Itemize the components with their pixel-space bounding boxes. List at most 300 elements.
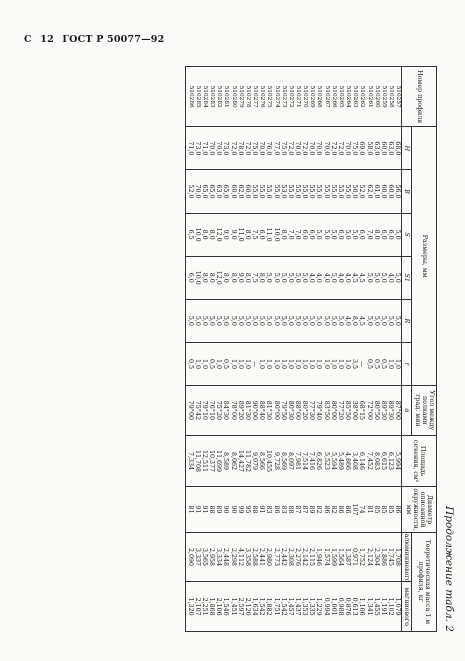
- table-row: [330, 67, 337, 632]
- angle-cell: 80°50: [373, 386, 380, 436]
- diameter-cell: 91: [194, 487, 201, 532]
- table-row: [322, 67, 329, 632]
- r-big-cell: 5,0: [394, 299, 402, 342]
- mass-magnesium-cell: 1,191: [380, 582, 387, 632]
- table-row: [294, 67, 301, 632]
- s-cell: 6,0: [358, 213, 365, 256]
- profile-number-cell: 510268: [315, 67, 322, 127]
- mass-aluminum-cell: 2,124: [365, 532, 372, 582]
- mass-aluminum-cell: 1,886: [380, 532, 387, 582]
- r-big-cell: 4,5: [358, 299, 365, 342]
- h-cell: 72,0: [229, 127, 236, 170]
- angle-cell: 90°00: [251, 386, 258, 436]
- b-cell: 61,0: [373, 170, 380, 213]
- mass-aluminum-cell: 2,304: [373, 532, 380, 582]
- header-h: H: [402, 127, 412, 170]
- r-big-cell: 5,0: [380, 299, 387, 342]
- profile-number-cell: 510260: [373, 67, 380, 127]
- h-cell: 70,0: [258, 127, 265, 170]
- s1-cell: 5,0: [394, 256, 402, 299]
- s-cell: 5,0: [344, 213, 351, 256]
- s-cell: 6,0: [380, 213, 387, 256]
- s1-cell: 8,0: [244, 256, 251, 299]
- r-small-cell: 1,0: [272, 342, 279, 385]
- table-row: [351, 67, 358, 632]
- angle-cell: 83°50: [322, 386, 329, 436]
- s-cell: 10,0: [194, 213, 201, 256]
- profile-number-cell: 510269: [308, 67, 315, 127]
- area-cell: 9,079: [251, 435, 258, 487]
- r-small-cell: 0,5: [380, 342, 387, 385]
- s1-cell: 6,0: [186, 256, 194, 299]
- r-small-cell: 1,0: [301, 342, 308, 385]
- s1-cell: 9,0: [237, 256, 244, 299]
- s1-cell: 5,0: [380, 256, 387, 299]
- mass-aluminum-cell: 2,115: [308, 532, 315, 582]
- mass-magnesium-cell: 1,882: [265, 582, 272, 632]
- mass-magnesium-cell: 1,335: [308, 582, 315, 632]
- r-big-cell: 5,0: [208, 299, 215, 342]
- h-cell: 70,0: [208, 127, 215, 170]
- r-small-cell: 1,0: [315, 342, 322, 385]
- mass-magnesium-cell: 1,455: [373, 582, 380, 632]
- area-cell: 6,615: [380, 435, 387, 487]
- mass-aluminum-cell: 3,565: [201, 532, 208, 582]
- diameter-cell: 89: [308, 487, 315, 532]
- mass-aluminum-cell: 2,142: [301, 532, 308, 582]
- table-row: [394, 67, 402, 632]
- profile-number-cell: 510271: [294, 67, 301, 127]
- mass-aluminum-cell: 1,752: [358, 532, 365, 582]
- s-cell: 9,0: [229, 213, 236, 256]
- s-cell: 6,0: [301, 213, 308, 256]
- b-cell: 55,0: [301, 170, 308, 213]
- profile-number-cell: 510285: [194, 67, 201, 127]
- profile-number-cell: 510264: [344, 67, 351, 127]
- profile-number-cell: 510266: [330, 67, 337, 127]
- area-cell: 7,452: [365, 435, 372, 487]
- diameter-cell: 107: [351, 487, 358, 532]
- profile-number-cell: 510279: [237, 67, 244, 127]
- h-cell: 78,0: [237, 127, 244, 170]
- diameter-cell: 82: [315, 487, 322, 532]
- angle-cell: 89°20: [237, 386, 244, 436]
- b-cell: 60,0: [244, 170, 251, 213]
- s-cell: 10,0: [272, 213, 279, 256]
- diameter-cell: 88: [208, 487, 215, 532]
- h-cell: 72,0: [337, 127, 344, 170]
- table-row: [344, 67, 351, 632]
- header-s: S: [402, 213, 412, 256]
- b-cell: 55,0: [315, 170, 322, 213]
- r-big-cell: 5,0: [294, 299, 301, 342]
- mass-magnesium-cell: 2,120: [244, 582, 251, 632]
- s1-cell: 4,5: [358, 256, 365, 299]
- table-row: [308, 67, 315, 632]
- angle-cell: 87°00: [394, 386, 402, 436]
- angle-cell: 72°00: [365, 386, 372, 436]
- mass-aluminum-cell: 2,308: [287, 532, 294, 582]
- diameter-cell: 95: [244, 487, 251, 532]
- h-cell: 70,0: [294, 127, 301, 170]
- diameter-cell: 86: [344, 487, 351, 532]
- diameter-cell: 91: [258, 487, 265, 532]
- page-number: 12: [40, 34, 54, 45]
- mass-aluminum-cell: 2,276: [294, 532, 301, 582]
- header-b: B: [402, 170, 412, 213]
- r-small-cell: 1,0: [201, 342, 208, 385]
- r-small-cell: 1,0: [322, 342, 329, 385]
- r-big-cell: 4,0: [344, 299, 351, 342]
- table-row: [287, 67, 294, 632]
- h-cell: 72,0: [330, 127, 337, 170]
- table-row: [258, 67, 265, 632]
- h-cell: 63,0: [373, 127, 380, 170]
- h-cell: 71,0: [186, 127, 194, 170]
- area-cell: 7,514: [301, 435, 308, 487]
- s-cell: 7,5: [251, 213, 258, 256]
- area-cell: 5,594: [330, 435, 337, 487]
- s1-cell: 4,5: [351, 256, 358, 299]
- angle-cell: 77°20: [337, 386, 344, 436]
- mass-magnesium-cell: 1,868: [208, 582, 215, 632]
- area-cell: 6,826: [315, 435, 322, 487]
- r-small-cell: 1,0: [287, 342, 294, 385]
- table-row: [251, 67, 258, 632]
- profile-number-cell: 510284: [201, 67, 208, 127]
- table-row: [186, 67, 194, 632]
- r-big-cell: 5,0: [237, 299, 244, 342]
- b-cell: 55,0: [294, 170, 301, 213]
- profile-number-cell: 510272: [287, 67, 294, 127]
- angle-cell: 79°40: [315, 386, 322, 436]
- r-small-cell: 0,5: [373, 342, 380, 385]
- s1-cell: 8,0: [258, 256, 265, 299]
- diameter-cell: 86: [394, 487, 402, 532]
- angle-cell: 80°00: [272, 386, 279, 436]
- diameter-cell: 88: [287, 487, 294, 532]
- table-row: [229, 67, 236, 632]
- table-row: [337, 67, 344, 632]
- b-cell: 52,0: [186, 170, 194, 213]
- area-cell: 3,408: [351, 435, 358, 487]
- r-big-cell: 5,0: [308, 299, 315, 342]
- area-cell: 11,782: [244, 435, 251, 487]
- r-small-cell: 0,5: [365, 342, 372, 385]
- r-big-cell: 5,0: [387, 299, 394, 342]
- h-cell: 70,0: [344, 127, 351, 170]
- mass-magnesium-cell: 1,451: [229, 582, 236, 632]
- area-cell: 4,866: [344, 435, 351, 487]
- s1-cell: 5,0: [265, 256, 272, 299]
- h-cell: 70,0: [315, 127, 322, 170]
- s-cell: 6,0: [258, 213, 265, 256]
- diameter-cell: 99: [237, 487, 244, 532]
- s-cell: 7,0: [365, 213, 372, 256]
- s-cell: 5,0: [394, 213, 402, 256]
- area-cell: 7,416: [308, 435, 315, 487]
- mass-magnesium-cell: 1,106: [358, 582, 365, 632]
- mass-magnesium-cell: 1,542: [258, 582, 265, 632]
- r-big-cell: 5,0: [244, 299, 251, 342]
- mass-magnesium-cell: 2,251: [201, 582, 208, 632]
- mass-aluminum-cell: 2,980: [265, 532, 272, 582]
- profile-number-cell: 510281: [222, 67, 229, 127]
- header-s1: S1: [402, 256, 412, 299]
- b-cell: 65,0: [201, 170, 208, 213]
- profile-number-cell: 510283: [208, 67, 215, 127]
- h-cell: 75,0: [251, 127, 258, 170]
- s-cell: 11,0: [237, 213, 244, 256]
- angle-cell: 78°00: [229, 386, 236, 436]
- angle-cell: 81°30: [265, 386, 272, 436]
- b-cell: 60,0: [380, 170, 387, 213]
- r-big-cell: 5,0: [337, 299, 344, 342]
- profile-number-cell: 510273: [280, 67, 287, 127]
- mass-aluminum-cell: 2,298: [229, 532, 236, 582]
- r-small-cell: 1,0: [330, 342, 337, 385]
- header-mass: Теоретическая масса 1 м профиля, кг: [412, 532, 437, 631]
- mass-aluminum-cell: 1,946: [315, 532, 322, 582]
- s1-cell: 7,5: [251, 256, 258, 299]
- h-cell: 71,0: [201, 127, 208, 170]
- b-cell: 52,0: [358, 170, 365, 213]
- h-cell: 73,0: [222, 127, 229, 170]
- mass-aluminum-cell: 3,337: [194, 532, 201, 582]
- angle-cell: 89°30: [380, 386, 387, 436]
- s1-cell: 8,0: [229, 256, 236, 299]
- r-small-cell: 1,0: [258, 342, 265, 385]
- mass-aluminum-cell: 2,773: [272, 532, 279, 582]
- h-cell: 70,0: [322, 127, 329, 170]
- page-header: [24, 34, 169, 45]
- b-cell: 55,0: [308, 170, 315, 213]
- b-cell: 55,0: [272, 170, 279, 213]
- s1-cell: 4,0: [337, 256, 344, 299]
- mass-aluminum-cell: 1,708: [394, 532, 402, 582]
- diameter-cell: 87: [301, 487, 308, 532]
- r-small-cell: 1,0: [294, 342, 301, 385]
- profile-number-cell: 510262: [358, 67, 365, 127]
- area-cell: 10,377: [208, 435, 215, 487]
- b-cell: 65,0: [222, 170, 229, 213]
- area-cell: 8,566: [258, 435, 265, 487]
- profile-number-cell: 510275: [265, 67, 272, 127]
- header-angle-symbol: α: [402, 386, 412, 436]
- mass-magnesium-cell: 1,634: [251, 582, 258, 632]
- diameter-cell: 86: [272, 487, 279, 532]
- diameter-cell: 81: [186, 487, 194, 532]
- s-cell: 6,0: [308, 213, 315, 256]
- b-cell: 65,0: [208, 170, 215, 213]
- s-cell: 7,0: [287, 213, 294, 256]
- r-big-cell: 8,0: [351, 299, 358, 342]
- diameter-cell: 85: [373, 487, 380, 532]
- h-cell: 60,0: [380, 127, 387, 170]
- b-cell: 55,0: [322, 170, 329, 213]
- s1-cell: 4,0: [344, 256, 351, 299]
- angle-cell: 85°50: [344, 386, 351, 436]
- r-small-cell: 0,5: [186, 342, 194, 385]
- table-row: [280, 67, 287, 632]
- header-profile: Номер профиля: [402, 67, 437, 127]
- r-big-cell: 5,0: [222, 299, 229, 342]
- mass-aluminum-cell: 2,090: [186, 532, 194, 582]
- header-mass-magnesium: магниевого: [402, 582, 412, 632]
- h-cell: 63,0: [387, 127, 394, 170]
- header-prefix: С: [24, 34, 32, 45]
- area-cell: 12,511: [201, 435, 208, 487]
- r-big-cell: 5,0: [280, 299, 287, 342]
- r-small-cell: —: [251, 342, 258, 385]
- r-big-cell: 5,0: [365, 299, 372, 342]
- area-cell: 7,981: [294, 435, 301, 487]
- angle-cell: 80°00: [330, 386, 337, 436]
- table-row: [380, 67, 387, 632]
- table-body: [186, 67, 402, 632]
- b-cell: 55,0: [265, 170, 272, 213]
- s-cell: 5,0: [351, 213, 358, 256]
- mass-magnesium-cell: 2,597: [237, 582, 244, 632]
- r-small-cell: 1,0: [387, 342, 394, 385]
- b-cell: 50,0: [351, 170, 358, 213]
- angle-cell: 80°30: [287, 386, 294, 436]
- b-cell: 53,0: [280, 170, 287, 213]
- mass-aluminum-cell: 0,971: [351, 532, 358, 582]
- table-row: [222, 67, 229, 632]
- r-big-cell: 5,0: [287, 299, 294, 342]
- profile-number-cell: 510274: [272, 67, 279, 127]
- s-cell: 5,0: [322, 213, 329, 256]
- h-cell: 58,0: [365, 127, 372, 170]
- area-cell: 8,083: [373, 435, 380, 487]
- profile-number-cell: 510257: [394, 67, 402, 127]
- diameter-cell: 86: [337, 487, 344, 532]
- mass-magnesium-cell: 1,001: [330, 582, 337, 632]
- angle-cell: 80°20: [301, 386, 308, 436]
- table-row: [373, 67, 380, 632]
- s-cell: 5,0: [315, 213, 322, 256]
- r-big-cell: 5,0: [258, 299, 265, 342]
- mass-magnesium-cell: 1,353: [301, 582, 308, 632]
- r-small-cell: 1,0: [194, 342, 201, 385]
- r-big-cell: 5,0: [330, 299, 337, 342]
- profile-number-cell: 510258: [387, 67, 394, 127]
- mass-magnesium-cell: 1,437: [294, 582, 301, 632]
- r-small-cell: 1,0: [308, 342, 315, 385]
- s-cell: 9,0: [222, 213, 229, 256]
- s1-cell: 5,0: [301, 256, 308, 299]
- area-cell: 11,699: [215, 435, 222, 487]
- h-cell: 69,0: [358, 127, 365, 170]
- r-big-cell: 5,0: [272, 299, 279, 342]
- profile-number-cell: 510286: [186, 67, 194, 127]
- mass-aluminum-cell: 1,574: [322, 532, 329, 582]
- mass-aluminum-cell: 2,441: [258, 532, 265, 582]
- r-big-cell: 5,0: [194, 299, 201, 342]
- b-cell: 56,0: [394, 170, 402, 213]
- h-cell: 75,0: [351, 127, 358, 170]
- area-cell: 8,062: [229, 435, 236, 487]
- area-cell: 14,427: [237, 435, 244, 487]
- mass-magnesium-cell: 2,107: [194, 582, 201, 632]
- mass-magnesium-cell: 0,613: [351, 582, 358, 632]
- profile-number-cell: 510267: [322, 67, 329, 127]
- r-small-cell: 1,0: [265, 342, 272, 385]
- s-cell: 6,0: [337, 213, 344, 256]
- mass-aluminum-cell: 2,442: [280, 532, 287, 582]
- h-cell: 70,0: [308, 127, 315, 170]
- profile-number-cell: 510282: [215, 67, 222, 127]
- h-cell: 72,0: [287, 127, 294, 170]
- r-small-cell: 0,5: [222, 342, 229, 385]
- s-cell: 12,0: [215, 213, 222, 256]
- angle-cell: 77°30: [308, 386, 315, 436]
- s-cell: 8,0: [208, 213, 215, 256]
- area-cell: 6,146: [358, 435, 365, 487]
- r-big-cell: 5,0: [201, 299, 208, 342]
- s-cell: 8,0: [373, 213, 380, 256]
- h-cell: 72,0: [301, 127, 308, 170]
- table-row: [358, 67, 365, 632]
- diameter-cell: 82: [330, 487, 337, 532]
- table-row: [237, 67, 244, 632]
- table-row: [265, 67, 272, 632]
- mass-aluminum-cell: 2,588: [251, 532, 258, 582]
- s1-cell: 8,0: [201, 256, 208, 299]
- header-diameter: Диаметр описанной окружности, мм: [402, 487, 437, 532]
- b-cell: 63,0: [215, 170, 222, 213]
- area-cell: 11,708: [194, 435, 201, 487]
- mass-magnesium-cell: 1,229: [315, 582, 322, 632]
- header-angle: Угол между полками град. мин: [412, 386, 437, 436]
- s1-cell: 5,0: [287, 256, 294, 299]
- table-row: [387, 67, 394, 632]
- diameter-cell: 90: [222, 487, 229, 532]
- mass-magnesium-cell: 1,102: [387, 582, 394, 632]
- r-small-cell: 1,0: [215, 342, 222, 385]
- profile-number-cell: 510263: [351, 67, 358, 127]
- angle-cell: 84°30: [222, 386, 229, 436]
- r-small-cell: 1,0: [244, 342, 251, 385]
- h-cell: 72,0: [244, 127, 251, 170]
- angle-cell: 88°40: [258, 386, 265, 436]
- diameter-cell: 85: [387, 487, 394, 532]
- mass-magnesium-cell: 2,106: [215, 582, 222, 632]
- angle-cell: 79°10: [201, 386, 208, 436]
- table-row: [365, 67, 372, 632]
- r-small-cell: 1,0: [337, 342, 344, 385]
- profile-number-cell: 510278: [244, 67, 251, 127]
- r-big-cell: 5,0: [215, 299, 222, 342]
- mass-aluminum-cell: 1,564: [337, 532, 344, 582]
- area-cell: 9,728: [272, 435, 279, 487]
- h-cell: 76,0: [265, 127, 272, 170]
- s1-cell: 5,0: [280, 256, 287, 299]
- h-cell: 77,0: [272, 127, 279, 170]
- mass-aluminum-cell: 2,958: [208, 532, 215, 582]
- s1-cell: 12,0: [215, 256, 222, 299]
- profile-number-cell: 510270: [301, 67, 308, 127]
- diameter-cell: 85: [380, 487, 387, 532]
- angle-cell: 38°00: [351, 386, 358, 436]
- profile-number-cell: 510259: [380, 67, 387, 127]
- table-row: [208, 67, 215, 632]
- b-cell: 62,0: [365, 170, 372, 213]
- s1-cell: 5,0: [294, 256, 301, 299]
- r-small-cell: 1,0: [229, 342, 236, 385]
- s1-cell: 5,0: [272, 256, 279, 299]
